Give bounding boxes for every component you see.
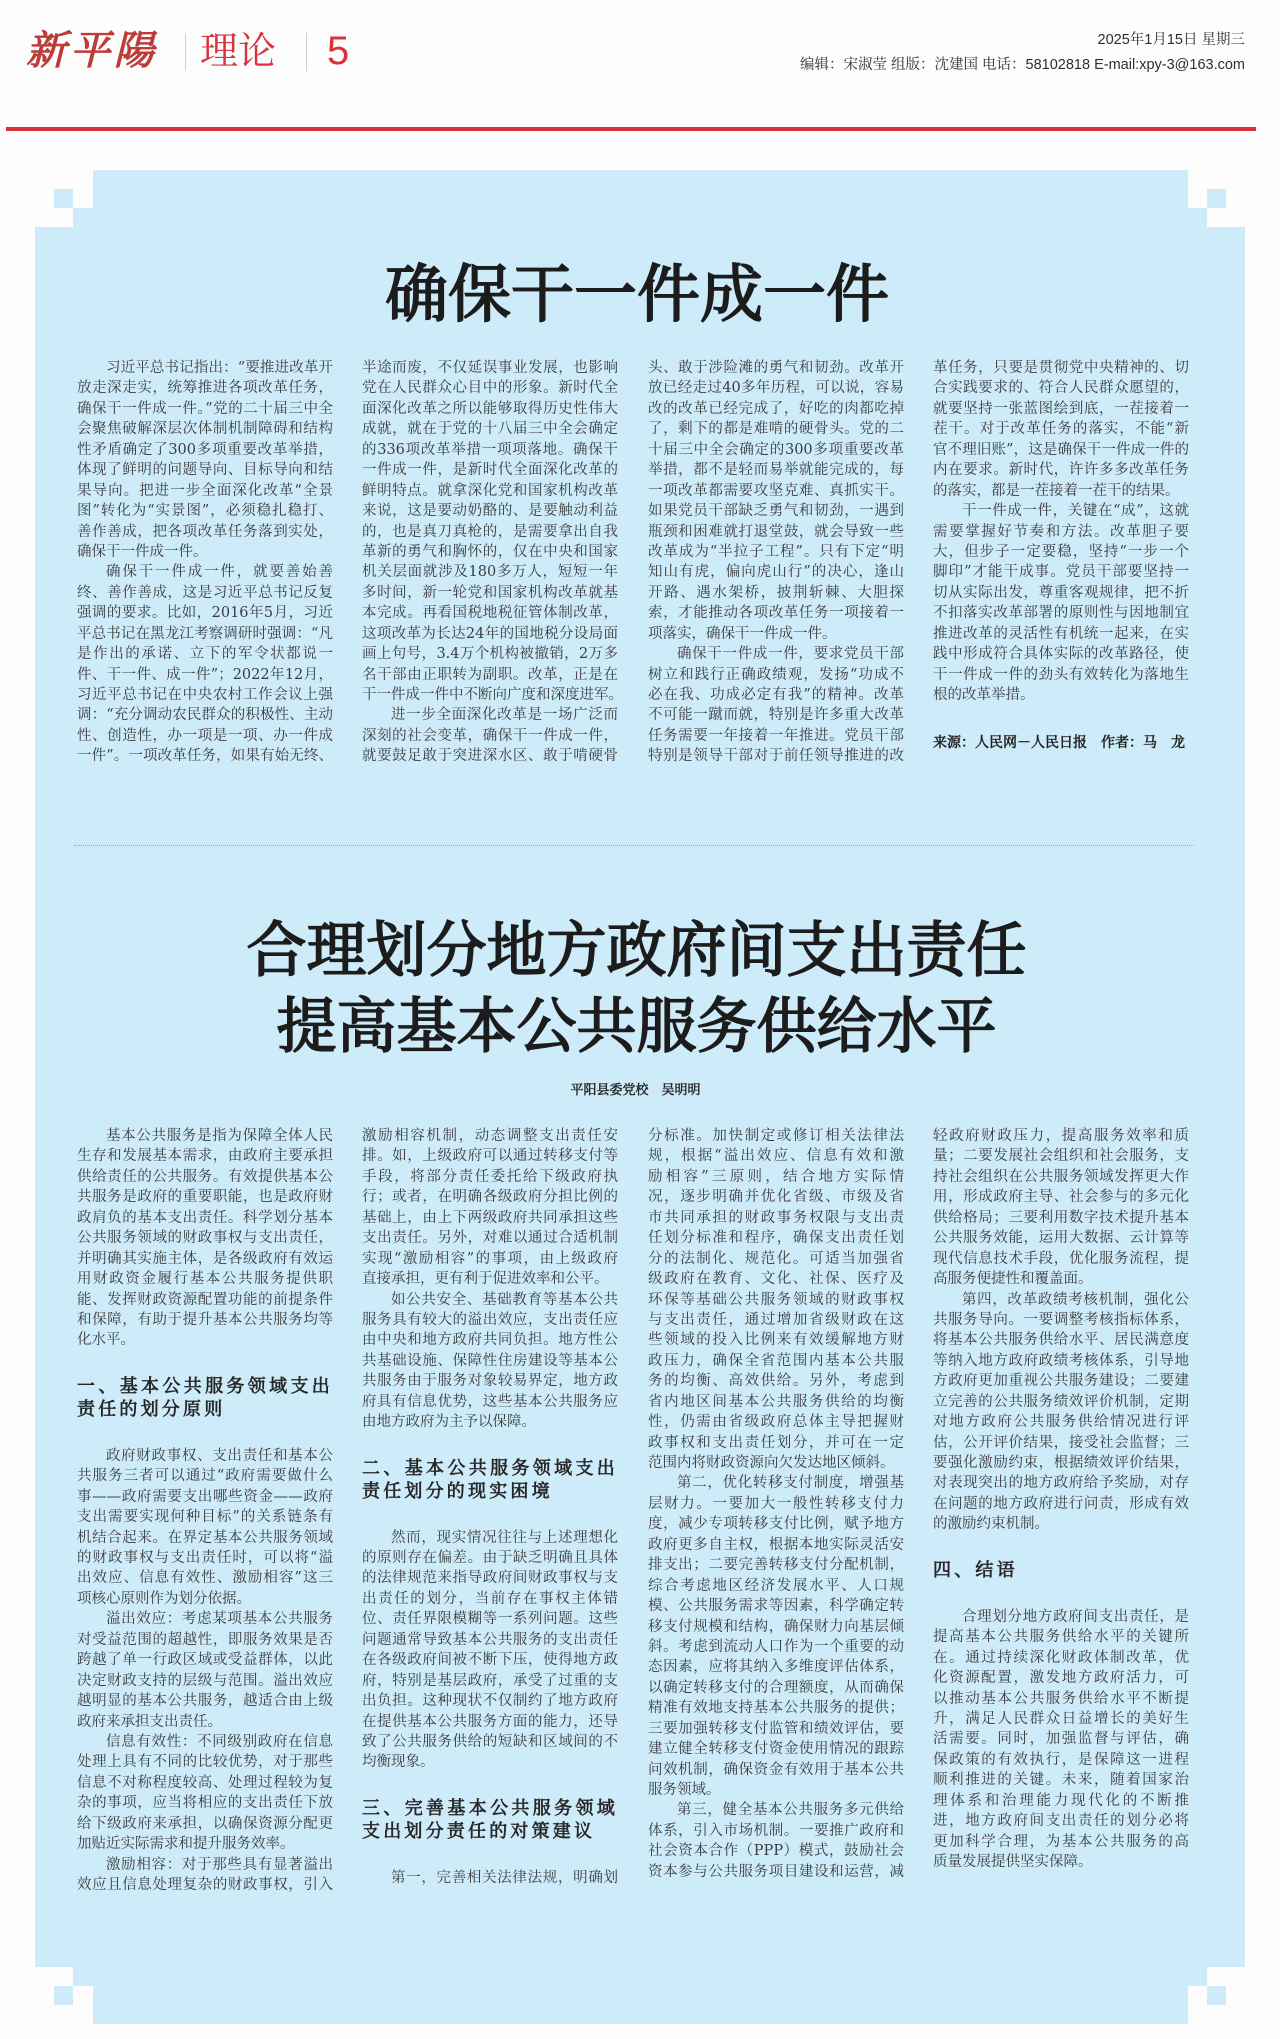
text-line: 深刻的社会变革，确保干一件成一件，	[362, 727, 618, 744]
text-line: 的激励约束机制。	[933, 1516, 1049, 1533]
text-line: 的财政事权与支出责任时，可以将“溢	[77, 1550, 333, 1566]
section-name: 理论	[200, 29, 277, 73]
text-line: 第三，健全基本公共服务多元供给	[677, 1802, 904, 1819]
text-line: 项落实，确保干一件成一件。	[648, 625, 837, 642]
text-line: 和保障，有助于提升基本公共服务均等	[77, 1311, 333, 1328]
text-line: 排支出；二要完善转移支付分配机制，	[648, 1557, 904, 1574]
text-line: 会聚焦破解深层次体制机制障碍和结构	[77, 421, 333, 438]
text-line: 内在要求。新时代，许许多多改革任务	[933, 462, 1189, 479]
text-line: 合理划分地方政府间支出责任，是	[962, 1608, 1189, 1625]
text-line: 如果党员干部缺乏勇气和韧劲，一遇到	[648, 503, 904, 520]
text-line: 问效机制，确保资金有效用于基本公共	[648, 1761, 904, 1778]
section-heading-line: 四、结语	[933, 1559, 1018, 1581]
text-line: 在问题的地方政府进行问责，形成有效	[933, 1495, 1189, 1512]
text-line: 本完成。再看国税地税征管体制改革，	[362, 605, 618, 622]
masthead-red-rule	[6, 127, 1256, 131]
panel-corner-square	[54, 1986, 73, 2005]
text-line: 干一件成一件，关键在“成”，这就	[962, 503, 1189, 520]
article-column	[362, 1126, 618, 1888]
text-line: 综合考虑地区经济发展水平、人口规	[648, 1577, 904, 1594]
text-line: 出效应、信息有效性、激励相容”这三	[77, 1570, 333, 1587]
text-line: 斜。考虑到流动人口作为一个重要的动	[648, 1638, 904, 1655]
text-line: 成就，就在于党的十八届三中全会确定	[362, 421, 618, 438]
text-line: 行；或者，在明确各级政府分担比例的	[362, 1189, 618, 1206]
text-line: 理体系和治理能力现代化的不断推	[933, 1792, 1189, 1809]
phone-label: 电话：	[978, 57, 1026, 73]
text-line: 的落实，都是一茬接着一茬干的结果。	[933, 482, 1180, 499]
text-line: 级政府在教育、文化、社保、医疗及	[648, 1271, 904, 1288]
text-line: 革任务，只要是贯彻党中央精神的、切	[933, 360, 1189, 376]
text-line: 规，根据“溢出效应、信息有效和激	[648, 1148, 904, 1165]
text-line: 排。如，上级政府可以通过转移支付等	[362, 1148, 618, 1165]
text-line: 升，满足人民群众日益增长的美好生	[933, 1710, 1189, 1727]
text-line: 顺利推进的关键。未来，随着国家治	[933, 1772, 1189, 1789]
paragraph	[77, 1126, 333, 1351]
paragraph	[362, 705, 618, 766]
paragraph	[933, 501, 1189, 705]
newspaper-logo: 新平陽	[26, 27, 158, 74]
text-line: 生存和发展基本需求，由政府主要承担	[77, 1148, 333, 1165]
text-line: 将基本公共服务供给水平、居民满意度	[933, 1332, 1189, 1349]
text-line: 化水平。	[77, 1332, 135, 1349]
text-line: 手段，将部分责任委托给下级政府执	[362, 1168, 618, 1185]
text-line: 模、公共服务需求等因素，科学确定转	[648, 1598, 904, 1615]
text-line: 索，才能推动各项改革任务一项接着一	[648, 605, 904, 622]
text-line: 信息不对称程度较高、处理过程较为复	[77, 1774, 333, 1791]
layout-name: 沈建国	[934, 57, 978, 73]
text-line: 越明显的基本公共服务，越适合由上级	[77, 1693, 333, 1710]
text-line: 活需要。同时，加强监督与评估，确	[933, 1731, 1189, 1748]
text-line: 如公共安全、基础教育等基本公共	[391, 1291, 618, 1308]
paragraph	[648, 358, 904, 644]
text-line: 进一步全面深化改革是一场广泛而	[391, 707, 618, 724]
text-line: 共服务由于服务对象较易界定，地方政	[362, 1373, 618, 1390]
text-line: 性、创造性，办一项是一项、办一件成	[77, 727, 333, 744]
article-source-credit: 来源：人民网－人民日报 作者：马 龙	[933, 735, 1185, 752]
text-line: 习近平总书记指出：“要推进改革开	[106, 360, 333, 376]
text-line: 这项改革为长达24年的国地税分设局面	[362, 625, 618, 642]
text-line: 放已经走过40多年历程，可以说，容易	[648, 380, 904, 397]
text-line: 共服务导向。一要调整考核指标体系，	[933, 1311, 1189, 1328]
text-line: 的336项改革举措一项项落地。确保干	[362, 441, 618, 458]
text-line: 政事权和支出责任划分，并可在一定	[648, 1434, 904, 1451]
text-line: 机结合起来。在界定基本公共服务领域	[77, 1529, 333, 1546]
paragraph	[648, 1800, 904, 1882]
text-line: 三要加强转移支付监管和绩效评估，要	[648, 1720, 904, 1737]
text-line: 半途而废，不仅延误事业发展，也影响	[362, 360, 618, 376]
section-heading-line: 一、基本公共服务领域支出	[77, 1375, 333, 1397]
text-line: 杂的事项，应当将相应的支出责任下放	[77, 1795, 333, 1812]
section-heading-line: 责任划分的现实困境	[362, 1480, 553, 1502]
section-heading	[933, 1559, 1189, 1582]
text-line: 革新的勇气和胸怀的，仅在中央和国家	[362, 543, 618, 560]
paragraph	[77, 1732, 333, 1855]
text-line: 事——政府需要支出哪些资金——政府	[77, 1488, 333, 1505]
text-line: 件、干一件、成一件”；2022年12月，	[77, 666, 333, 683]
text-line: 脚印”才能干成事。党员干部要坚持一	[933, 564, 1189, 581]
text-line: 果导向。把进一步全面深化改革“全景	[77, 482, 333, 499]
paragraph	[362, 358, 623, 705]
text-line: 项核心原则作为划分依据。	[77, 1590, 251, 1607]
issue-date: 2025年1月15日 星期三	[1097, 32, 1245, 48]
article-column	[362, 358, 623, 767]
text-line: 第一，完善相关法律法规，明确划	[391, 1869, 618, 1886]
text-line: 官不理旧账”，这是确保干一件成一件的	[933, 441, 1189, 458]
phone-number: 58102818	[1025, 57, 1091, 73]
text-line: 服务领域。	[648, 1782, 721, 1798]
text-line: 政肩负的基本支出责任。科学划分基本	[77, 1209, 333, 1226]
article-title-line: 提高基本公共服务供给水平	[276, 992, 997, 1062]
text-line: 多时间，新一轮党和国家机构改革就基	[362, 584, 618, 601]
text-line: 任划分标准和程序，确保支出责任划	[648, 1230, 904, 1247]
paragraph	[933, 1290, 1189, 1535]
text-line: 用，形成政府主导、社会参与的多元化	[933, 1189, 1189, 1206]
text-line: 终、善作善成，这是习近平总书记反复	[77, 584, 333, 601]
text-line: 确保干一件成一件。	[77, 543, 208, 560]
text-line: 树立和践行正确政绩观，发扬“功成不	[648, 666, 904, 683]
text-line: 基本公共服务是指为保障全体人民	[106, 1128, 333, 1144]
text-line: 省内地区间基本公共服务供给的均衡	[648, 1393, 904, 1410]
paragraph	[933, 358, 1189, 501]
panel-corner-square	[1207, 189, 1226, 208]
text-line: 质量发展提供坚实保障。	[933, 1854, 1093, 1870]
text-line: 政府财政事权、支出责任和基本公	[106, 1447, 333, 1464]
paragraph	[648, 1126, 904, 1473]
text-line: 平总书记在黑龙江考察调研时强调：“凡	[77, 625, 333, 642]
text-line: 方政府更加重视公共服务建设；二要建	[933, 1373, 1189, 1390]
text-line: 切从实际出发，尊重客观规律，把不折	[933, 584, 1189, 601]
text-line: 对表现突出的地方政府给予奖励，对存	[933, 1475, 1189, 1492]
text-line: 机关层面就涉及180多万人，短短一年	[362, 564, 618, 581]
section-heading-line: 支出划分责任的对策建议	[362, 1820, 596, 1842]
text-line: 均衡现象。	[362, 1754, 435, 1771]
text-line: 知山有虎，偏向虎山行”的决心，逢山	[648, 564, 904, 581]
text-line: 精准有效地支持基本公共服务的提供；	[648, 1700, 904, 1717]
text-line: 名干部由正职转为副职。改革，正是在	[362, 666, 618, 683]
text-line: 基础上，由上下两级政府共同承担这些	[362, 1209, 618, 1226]
article-column	[648, 1126, 904, 1882]
text-line: 第四，改革政绩考核机制，强化公	[962, 1291, 1189, 1308]
article-column	[77, 1126, 333, 1895]
page-number: 5	[327, 29, 350, 73]
text-line: 性矛盾确定了300多项重要改革举措，	[77, 441, 333, 458]
text-line: 政压力，确保全省范围内基本公共服	[648, 1352, 904, 1369]
article-byline: 平阳县委党校 吴明明	[570, 1083, 701, 1098]
paragraph	[77, 358, 333, 562]
layout-label: 组版：	[886, 57, 935, 73]
text-line: 一项改革都需要攻坚克难、真抓实干。	[648, 482, 904, 499]
text-line: 况，逐步明确并优化省级、市级及省	[648, 1189, 904, 1206]
text-line: 实现“激励相容”的事项，由上级政府	[362, 1250, 618, 1267]
text-line: 支出需要实现何种目标”的关系链条有	[77, 1509, 333, 1526]
paragraph	[362, 1528, 618, 1773]
text-line: 大，但步子一定要稳，坚持“一步一个	[933, 543, 1189, 560]
text-line: 出负担。这种现状不仅制约了地方政府	[362, 1693, 618, 1710]
text-line: 估，公开评价结果，接受社会监督；三	[933, 1434, 1189, 1451]
text-line: 践中形成符合具体实际的改革路径，使	[933, 646, 1189, 663]
article-divider	[74, 845, 1194, 846]
text-line: 决定财政支持的层级与范围。溢出效应	[77, 1672, 333, 1689]
text-line: 在。通过持续深化财政体制改革，优	[933, 1649, 1189, 1666]
text-line: 对受益范围的超越性，即服务效果是否	[77, 1631, 333, 1648]
paragraph	[362, 1868, 618, 1888]
text-line: 调：“充分调动农民群众的积极性、主动	[77, 707, 333, 724]
email-address: xpy-3@163.com	[1139, 57, 1245, 73]
text-line: 一件成一件，是新时代全面深化改革的	[362, 462, 618, 479]
text-line: 能、发挥财政资源配置功能的前提条件	[77, 1291, 333, 1308]
text-line: 是作出的承诺、立下的军令状都说一	[77, 646, 333, 663]
text-line: 由地方政府为主予以保障。	[362, 1414, 536, 1431]
text-line: 根的改革举措。	[933, 687, 1035, 703]
section-heading	[362, 1457, 618, 1503]
text-line: 善作善成，把各项改革任务落到实处，	[77, 523, 333, 540]
text-line: 任务需要一年接着一年推进。党员干部	[648, 727, 904, 744]
text-line: 共服务三者可以通过“政府需要做什么	[77, 1468, 333, 1485]
section-heading-line: 三、完善基本公共服务领域	[362, 1797, 618, 1819]
text-line: 然而，现实情况往往与上述理想化	[391, 1529, 618, 1546]
article-column	[933, 358, 1189, 753]
section-heading-line: 责任的划分原则	[77, 1398, 226, 1420]
text-line: 头、敢于涉险滩的勇气和韧劲。改革开	[648, 360, 904, 376]
paragraph	[933, 1607, 1189, 1873]
editor-name: 宋淑莹	[843, 57, 887, 73]
editorial-credits	[800, 56, 1245, 74]
text-line: 十届三中全会确定的300多项重要改革	[648, 441, 904, 458]
text-line: 加贴近实际需求和提升服务效率。	[77, 1836, 295, 1853]
text-line: 量；二要发展社会组织和社会服务，支	[933, 1148, 1189, 1165]
text-line: 政府更多自主权，根据本地实际灵活安	[648, 1536, 904, 1553]
text-line: 来说，这是要动奶酪的、是要触动利益	[362, 503, 618, 520]
text-line: 不可能一蹴而就，特别是许多重大改革	[648, 707, 904, 724]
text-line: 强调的要求。比如，2016年5月，习近	[77, 605, 333, 622]
text-line: 态因素，应将其纳入多维度评估体系，	[648, 1659, 904, 1676]
panel-corner-square	[54, 189, 73, 208]
text-line: 资本参与公共服务项目建设和运营，减	[648, 1863, 904, 1880]
paragraph	[77, 1855, 333, 1896]
text-line: 举措，都不是轻而易举就能完成的，每	[648, 462, 904, 479]
text-line: 共服务是政府的重要职能，也是政府财	[77, 1189, 333, 1206]
text-line: 政府来承担支出责任。	[77, 1713, 222, 1730]
text-line: 习近平总书记在中央农村工作会议上强	[77, 687, 333, 703]
article-column	[77, 358, 333, 767]
text-line: 推进改革的灵活性有机统一起来，在实	[933, 625, 1189, 642]
text-line: 问题通常导致基本公共服务的支出责任	[362, 1631, 618, 1648]
text-line: 更加科学合理，为基本公共服务的高	[933, 1833, 1189, 1850]
section-heading	[362, 1797, 618, 1843]
text-line: 党在人民群众心目中的形象。新时代全	[362, 380, 618, 397]
text-line: 的，也是真刀真枪的，是需要拿出自我	[362, 523, 618, 540]
text-line: 性，仍需由省级政府总体主导把握财	[648, 1414, 904, 1431]
text-line: 分的法制化、规范化。可适当加强省	[648, 1250, 904, 1267]
text-line: 环保等基础公共服务领域的财政事权	[648, 1291, 904, 1308]
text-line: 府，特别是基层政府，承受了过重的支	[362, 1672, 618, 1689]
text-line: 溢出效应：考虑某项基本公共服务	[106, 1611, 333, 1628]
text-line: 持社会组织在公共服务领域发挥更大作	[933, 1168, 1189, 1185]
text-line: 公共服务领域的财政事权与支出责任，	[77, 1230, 333, 1247]
section-heading	[77, 1375, 333, 1421]
text-line: 移支付规模和结构，确保财力向基层倾	[648, 1618, 904, 1635]
text-line: 范围内将财政资源向欠发达地区倾斜。	[648, 1455, 895, 1471]
text-line: 市共同承担的财政事务权限与支出责	[648, 1209, 904, 1226]
text-line: 提高基本公共服务供给水平的关键所	[933, 1629, 1189, 1646]
text-line: 一件”。一项改革任务，如果有始无终、	[77, 748, 333, 765]
text-line: 以推动基本公共服务供给水平不断提	[933, 1690, 1189, 1707]
text-line: 画上句号，3.4万个机构被撤销，2万多	[362, 646, 618, 663]
masthead-separator	[185, 33, 186, 71]
text-line: 激励相容机制，动态调整支出责任安	[362, 1128, 618, 1144]
article-title	[0, 913, 1273, 1065]
text-line: 体系，引入市场机制。一要推广政府和	[648, 1822, 904, 1839]
text-line: 体现了鲜明的问题导向、目标导向和结	[77, 462, 333, 479]
text-line: 出责任的划分，当前存在事权主体错	[362, 1590, 618, 1607]
text-line: 的原则存在偏差。由于缺乏明确且具体	[362, 1550, 618, 1566]
text-line: 进，地方政府间支出责任的划分必将	[933, 1813, 1189, 1830]
text-line: 干一件成一件中不断向广度和深度进军。	[362, 687, 623, 703]
text-line: 支出责任。另外，对难以通过合适机制	[362, 1230, 618, 1247]
email-label: E-mail:	[1090, 57, 1140, 73]
text-line: 必在我、功成必定有我”的精神。改革	[648, 687, 904, 703]
panel-corner-square	[1207, 1986, 1226, 2005]
text-line: 立完善的公共服务绩效评价机制，定期	[933, 1393, 1189, 1410]
text-line: 致了公共服务供给的短缺和区域间的不	[362, 1733, 618, 1750]
text-line: 茬干。对于改革任务的落实，不能“新	[933, 421, 1189, 438]
text-line: 处理上具有不同的比较优势，对于那些	[77, 1754, 333, 1771]
text-line: 就要坚持一张蓝图绘到底，一茬接着一	[933, 400, 1189, 417]
text-line: 改的改革已经完成了，好吃的肉都吃掉	[648, 400, 904, 417]
text-line: 不扣落实改革部署的原则性与因地制宜	[933, 605, 1189, 622]
paragraph	[933, 1126, 1189, 1290]
text-line: 高服务便捷性和覆盖面。	[933, 1271, 1093, 1288]
paragraph	[362, 1290, 618, 1433]
text-line: 鲜明特点。就拿深化党和国家机构改革	[362, 482, 618, 499]
text-line: 与支出责任，通过增加省级财政在这	[648, 1311, 904, 1328]
article-title: 确保干一件成一件	[385, 258, 889, 331]
text-line: 要强化激励约束，根据绩效评价结果，	[933, 1455, 1189, 1471]
text-line: 用财政资金履行基本公共服务提供职	[77, 1271, 333, 1288]
text-line: 跨越了单一行政区域或受益群体，以此	[77, 1652, 333, 1669]
text-line: 由中央和地方政府共同负担。地方性公	[362, 1332, 618, 1349]
text-line: 建立健全转移支付资金使用情况的跟踪	[648, 1741, 904, 1758]
text-line: 分标准。加快制定或修订相关法律法	[648, 1128, 904, 1144]
paragraph	[77, 1446, 333, 1610]
text-line: 给下级政府来承担，以确保资源分配更	[77, 1815, 333, 1832]
section-heading-line: 二、基本公共服务领域支出	[362, 1457, 618, 1479]
text-line: 第二，优化转移支付制度，增强基	[677, 1475, 904, 1492]
text-line: 供给责任的公共服务。有效提供基本公	[77, 1168, 333, 1185]
paragraph	[77, 562, 333, 766]
article-title-line: 合理划分地方政府间支出责任	[246, 916, 1027, 986]
text-line: 供给格局；三要利用数字技术提升基本	[933, 1209, 1189, 1226]
text-line: 位、责任界限模糊等一系列问题。这些	[362, 1611, 618, 1628]
text-line: 府具有信息优势，这些基本公共服务应	[362, 1393, 618, 1410]
text-line: 开路、遇水架桥，披荆斩棘、大胆探	[648, 584, 904, 601]
text-line: 图”转化为“实景图”，必须稳扎稳打、	[77, 503, 333, 520]
masthead-separator	[306, 33, 307, 71]
text-line: 务的均衡、高效供给。另外，考虑到	[648, 1373, 904, 1390]
text-line: 干一件成一件的劲头有效转化为落地生	[933, 666, 1189, 683]
paragraph	[77, 1609, 333, 1732]
text-line: 化资源配置，激发地方政府活力，可	[933, 1670, 1189, 1687]
text-line: 确保干一件成一件。”党的二十届三中全	[77, 400, 333, 417]
text-line: 轻政府财政压力，提高服务效率和质	[933, 1128, 1189, 1144]
text-line: 信息有效性：不同级别政府在信息	[106, 1733, 333, 1750]
text-line: 公共服务效能，运用大数据、云计算等	[933, 1230, 1189, 1247]
text-line: 等纳入地方政府政绩考核体系，引导地	[933, 1352, 1189, 1369]
editor-label: 编辑：	[799, 57, 844, 73]
text-line: 需要掌握好节奏和方法。改革胆子要	[933, 523, 1189, 540]
article-column	[648, 358, 904, 767]
paragraph	[362, 1126, 618, 1290]
paragraph	[648, 1473, 904, 1800]
text-line: 确保干一件成一件，要求党员干部	[677, 646, 904, 663]
text-line: 社会资本合作（PPP）模式，鼓励社会	[648, 1843, 904, 1860]
text-line: 现代信息技术手段，优化服务流程，提	[933, 1250, 1189, 1267]
text-line: 保政策的有效执行，是保障这一进程	[933, 1751, 1189, 1768]
text-line: 了，剩下的都是难啃的硬骨头。党的二	[648, 421, 904, 438]
text-line: 瓶颈和困难就打退堂鼓，就会导致一些	[648, 523, 904, 540]
text-line: 就要鼓足敢于突进深水区、敢于啃硬骨	[362, 748, 618, 765]
text-line: 特别是领导干部对于前任领导推进的改	[648, 748, 904, 765]
text-line: 服务具有较大的溢出效应，支出责任应	[362, 1311, 618, 1328]
text-line: 层财力。一要加大一般性转移支付力	[648, 1495, 904, 1512]
text-line: 共基础设施、保障性住房建设等基本公	[362, 1352, 618, 1369]
article-column	[933, 1126, 1189, 1872]
text-line: 励相容”三原则，结合地方实际情	[648, 1168, 904, 1185]
text-line: 在提供基本公共服务方面的能力，还导	[362, 1713, 618, 1730]
text-line: 的法律规范来指导政府间财政事权与支	[362, 1570, 618, 1587]
text-line: 改革成为“半拉子工程”。只有下定“明	[648, 543, 904, 560]
text-line: 直接承担，更有利于促进效率和公平。	[362, 1271, 609, 1288]
paragraph	[648, 644, 904, 767]
text-line: 效应且信息处理复杂的财政事权，引入	[77, 1877, 333, 1893]
text-line: 确保干一件成一件，就要善始善	[106, 564, 333, 581]
text-line: 激励相容：对于那些具有显著溢出	[106, 1856, 333, 1873]
text-line: 放走深走实，统筹推进各项改革任务，	[77, 380, 333, 397]
text-line: 面深化改革之所以能够取得历史性伟大	[362, 400, 618, 417]
text-line: 些领域的投入比例来有效缓解地方财	[648, 1332, 904, 1349]
text-line: 以确定转移支付的合理额度，从而确保	[648, 1679, 904, 1696]
text-line: 并明确其实施主体，是各级政府有效运	[77, 1250, 333, 1267]
text-line: 在各级政府间被不断下压，使得地方政	[362, 1652, 618, 1669]
text-line: 度，减少专项转移支付比例，赋予地方	[648, 1516, 904, 1533]
text-line: 合实践要求的、符合人民群众愿望的，	[933, 380, 1189, 397]
text-line: 对地方政府公共服务供给情况进行评	[933, 1414, 1189, 1431]
